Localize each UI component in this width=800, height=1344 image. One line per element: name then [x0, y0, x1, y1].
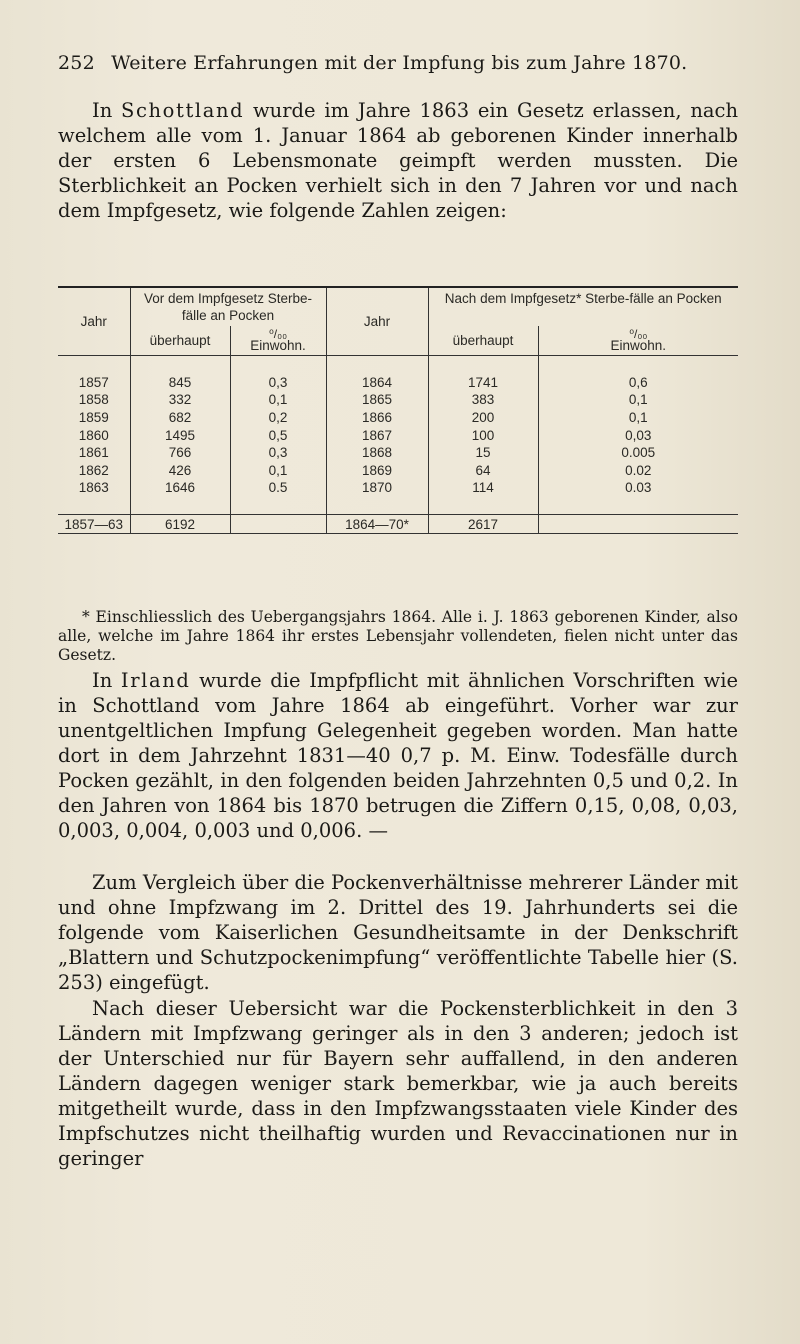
paragraph-lead: In [92, 99, 113, 122]
column-header-year-before: Jahr [58, 287, 130, 356]
total-before-label: 1857—63 [64, 516, 124, 532]
paragraph-ireland [58, 668, 738, 843]
table-row: 1859 682 0,2 1866 200 0,1 [58, 409, 738, 427]
column-header-permil-before [230, 326, 326, 356]
table-row: 1858 332 0,1 1865 383 0,1 [58, 391, 738, 409]
place-name-ireland: Irland [120, 669, 191, 692]
running-title: Weitere Erfahrungen mit der Impfung bis zum Jahre 1870. [111, 52, 688, 74]
total-after-value: 2617 [428, 515, 538, 534]
place-name-scotland: Schottland [121, 99, 245, 122]
table-total-row [58, 515, 738, 534]
column-header-permil-after [538, 326, 738, 356]
page-number: 252 [58, 52, 95, 74]
paragraph-lead: In [92, 669, 113, 692]
column-group-after-law: Nach dem Impfgesetz* Sterbe-fälle an Pocken [428, 287, 738, 326]
column-header-total-after: überhaupt [428, 326, 538, 356]
paragraph-body: wurde im Jahre 1863 ein Gesetz erlassen, nach welchem alle vom 1. Januar 1864 ab geborenen Kinder innerhalb der ersten 6 Lebensmonate geimpft werden mussten. Die Sterblichkeit an Pocken verhielt sich in den 7 Jahren vor und nach dem Impfgesetz, wie folgende Zahlen zeigen: [58, 99, 739, 222]
paragraph-comparison: Zum Vergleich über die Pockenverhältnisse mehrerer Länder mit und ohne Impfzwang im 2. Drittel des 19. Jahrhunderts sei die folgende vom Kaiserlichen Gesundheitsamte in der Denkschrift „Blattern und Schutzpockenimpfung“ veröffentlichte Tabelle hier (S. 253) eingefügt. [58, 871, 738, 994]
table-row: 1863 1646 0.5 1870 114 0.03 [58, 479, 738, 497]
column-group-before-law: Vor dem Impfgesetz Sterbe-fälle an Pocken [130, 287, 326, 326]
table-footnote: * Einschliesslich des Uebergangsjahrs 1864. Alle i. J. 1863 geborenen Kinder, also alle, welche im Jahre 1864 ihr erstes Lebensjahr vollendeten, fielen nicht unter das Gesetz. [58, 608, 738, 664]
permil-label: Einwohn. [250, 338, 306, 353]
table-row: 1861 766 0,3 1868 15 0.005 [58, 444, 738, 462]
total-after-label: 1864—70* [326, 515, 428, 534]
permil-label: Einwohn. [610, 338, 667, 353]
permil-symbol: ⁰/₀₀ [268, 327, 288, 341]
permil-symbol: ⁰/₀₀ [629, 327, 648, 341]
table-row: 1857 845 0,3 1864 1741 0,6 [58, 374, 738, 392]
table-row: 1862 426 0,1 1869 64 0.02 [58, 462, 738, 480]
total-before-value: 6192 [130, 515, 230, 534]
running-header [58, 52, 687, 74]
column-header-total-before: überhaupt [130, 326, 230, 356]
paragraph-body: wurde die Impfpflicht mit ähnlichen Vorschriften wie in Schottland vom Jahre 1864 ab eingeführt. Vorher war zur unentgeltlichen Impfung Gelegenheit gegeben worden. Man hatte dort in dem Jahrzehnt 1831—40 0,7 p. M. Einw. Todesfälle durch Pocken gezählt, in den folgenden beiden Jahrzehnten 0,5 und 0,2. In den Jahren von 1864 bis 1870 betrugen die Ziffern 0,15, 0,08, 0,03, 0,003, 0,004, 0,003 und 0,006. — [58, 669, 739, 842]
paragraph-scotland [58, 98, 738, 223]
smallpox-statistics-table [58, 286, 738, 534]
paragraph-conclusion: Nach dieser Uebersicht war die Pockensterblichkeit in den 3 Ländern mit Impfzwang geringer als in den 3 anderen; jedoch ist der Unterschied nur für Bayern sehr auffallend, in den anderen Ländern dagegen weniger stark bemerkbar, wie ja auch bereits mitgetheilt wurde, dass in den Impfzwangsstaaten viele Kinder des Impfschutzes nicht theilhaftig wurden und Revaccinationen nur in geringer [58, 997, 738, 1170]
table-row: 1860 1495 0,5 1867 100 0,03 [58, 426, 738, 444]
column-header-year-after: Jahr [326, 287, 428, 356]
